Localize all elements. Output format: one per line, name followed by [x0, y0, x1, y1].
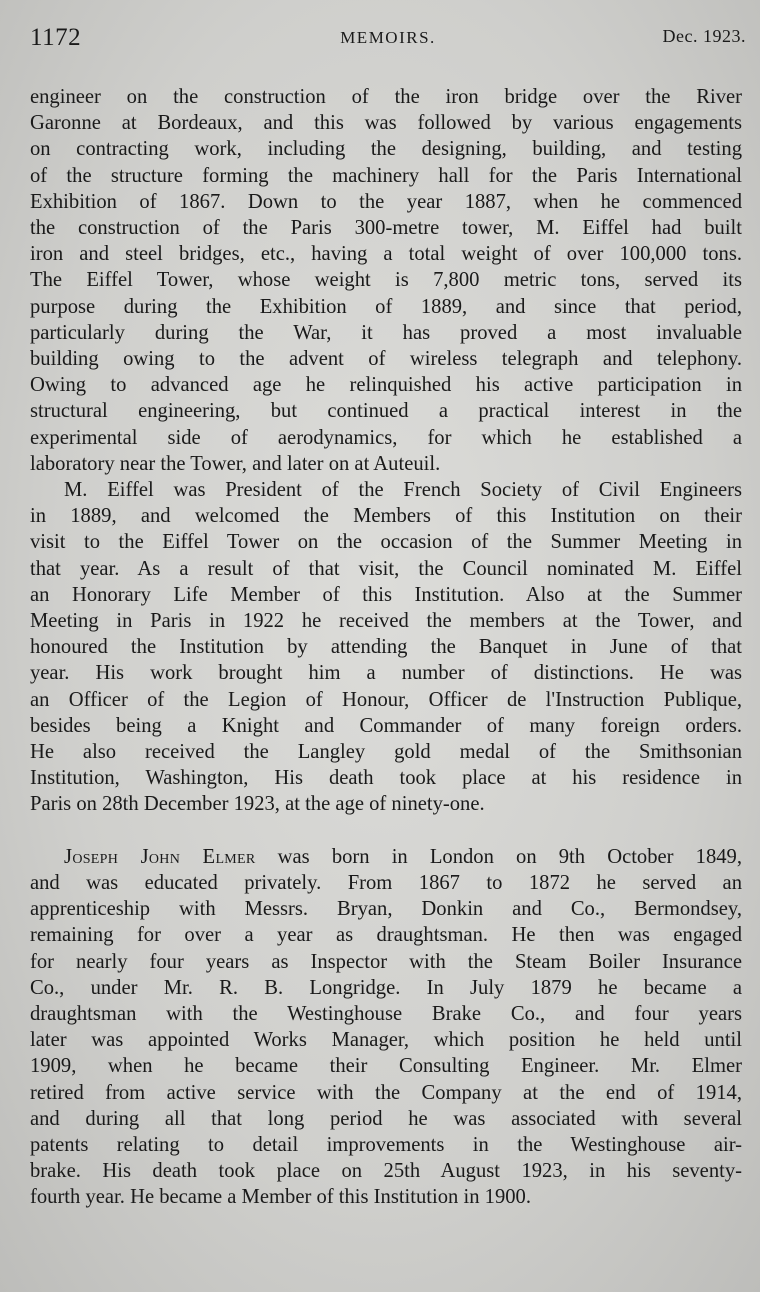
text-line-rest: was born in London on 9th October 1849, — [255, 845, 742, 868]
text-line: M. Eiffel was President of the French Society of Civil Engineers — [64, 479, 742, 502]
paragraph-eiffel-career — [30, 84, 742, 477]
text-line: and during all that long period he was associated with several — [30, 1107, 742, 1130]
text-line: Garonne at Bordeaux, and this was followed by various engagements — [30, 112, 742, 135]
running-head — [30, 24, 746, 54]
text-line: experimental side of aerodynamics, for which he established a — [30, 426, 742, 449]
text-line: Exhibition of 1867. Down to the year 1887, when he commenced — [30, 190, 742, 213]
paragraph-elmer-memoir — [30, 844, 742, 1211]
text-line: iron and steel bridges, etc., having a total weight of over 100,000 tons. — [30, 243, 742, 266]
text-line: patents relating to detail improvements in the Westinghouse air- — [30, 1133, 742, 1156]
text-line: visit to the Eiffel Tower on the occasion of the Summer Meeting in — [30, 531, 742, 554]
text-line: Paris on 28th December 1923, at the age of ninety-one. — [30, 793, 485, 816]
text-line: honoured the Institution by attending the Banquet in June of that — [30, 636, 742, 659]
text-line: for nearly four years as Inspector with the Steam Boiler Insurance — [30, 950, 742, 973]
text-line: and was educated privately. From 1867 to 1872 he served an — [30, 871, 742, 894]
text-line: laboratory near the Tower, and later on at Auteuil. — [30, 452, 441, 475]
paragraph-separator — [30, 818, 742, 844]
text-line: the construction of the Paris 300-metre tower, M. Eiffel had built — [30, 217, 742, 240]
text-line: on contracting work, including the designing, building, and testing — [30, 138, 742, 161]
text-line: in 1889, and welcomed the Members of this Institution on their — [30, 505, 742, 528]
text-line: Meeting in Paris in 1922 he received the members at the Tower, and — [30, 610, 742, 633]
text-line: particularly during the War, it has proved a most invaluable — [30, 321, 742, 344]
text-line: year. His work brought him a number of distinctions. He was — [30, 662, 742, 685]
text-line: Institution, Washington, His death took place at his residence in — [30, 767, 742, 790]
text-line: retired from active service with the Company at the end of 1914, — [30, 1081, 742, 1104]
text-line: purpose during the Exhibition of 1889, and since that period, — [30, 295, 742, 318]
text-line: apprenticeship with Messrs. Bryan, Donkin and Co., Bermondsey, — [30, 898, 742, 921]
text-line: engineer on the construction of the iron bridge over the River — [30, 86, 742, 108]
page-number: 1172 — [30, 24, 82, 51]
text-line: that year. As a result of that visit, the Council nominated M. Eiffel — [30, 557, 742, 580]
text-line: building owing to the advent of wireless telegraph and telephony. — [30, 348, 742, 371]
text-line — [30, 844, 742, 870]
memoir-subject-name: Joseph John Elmer — [64, 845, 256, 868]
text-line: an Officer of the Legion of Honour, Officer de l'Instruction Publique, — [30, 688, 742, 711]
text-line: remaining for over a year as draughtsman. He then was engaged — [30, 924, 742, 947]
text-line: later was appointed Works Manager, which position he held until — [30, 1029, 742, 1052]
section-title: MEMOIRS. — [340, 28, 436, 47]
text-line: Owing to advanced age he relinquished his active participation in — [30, 374, 742, 397]
text-line: Co., under Mr. R. B. Longridge. In July 1879 he became a — [30, 976, 742, 999]
text-line: of the structure forming the machinery hall for the Paris International — [30, 164, 742, 187]
text-line: 1909, when he became their Consulting Engineer. Mr. Elmer — [30, 1055, 742, 1078]
paragraph-eiffel-institution — [30, 477, 742, 818]
issue-date: Dec. 1923. — [662, 26, 746, 46]
text-line: fourth year. He became a Member of this Institution in 1900. — [30, 1186, 531, 1209]
text-line: brake. His death took place on 25th August 1923, in his seventy- — [30, 1160, 742, 1183]
text-line: He also received the Langley gold medal of the Smithsonian — [30, 741, 742, 764]
text-line: draughtsman with the Westinghouse Brake Co., and four years — [30, 1002, 742, 1025]
text-line: an Honorary Life Member of this Institution. Also at the Summer — [30, 583, 742, 606]
text-line: The Eiffel Tower, whose weight is 7,800 metric tons, served its — [30, 269, 742, 292]
body-text — [30, 84, 742, 1211]
text-line: structural engineering, but continued a practical interest in the — [30, 400, 742, 423]
text-line: besides being a Knight and Commander of many foreign orders. — [30, 714, 742, 737]
